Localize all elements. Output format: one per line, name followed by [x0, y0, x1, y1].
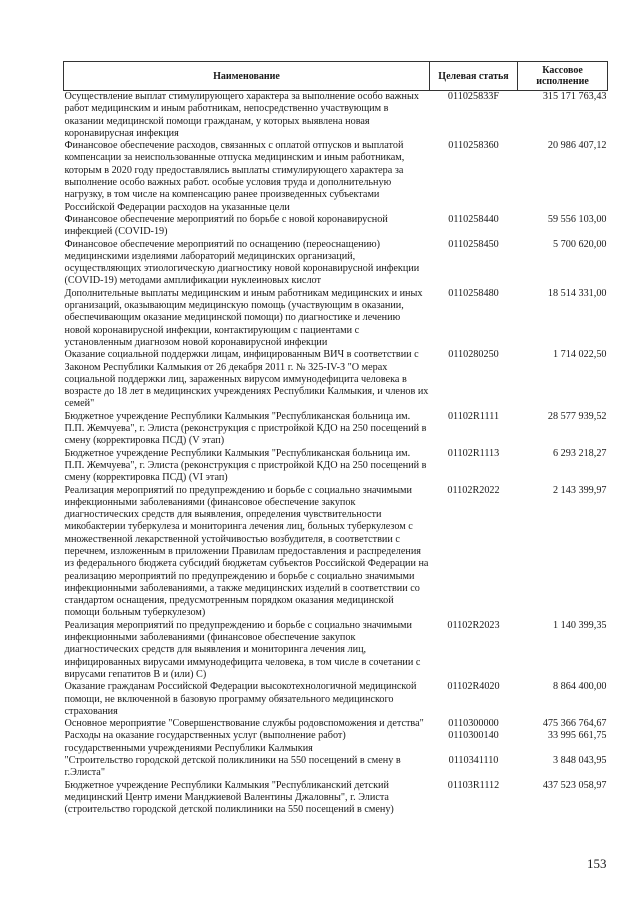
row-name: Осуществление выплат стимулирующего характера за выполнение особо важных работ медицинским и иным работникам, непосредственно участвующим в оказании медицинской помощи гражданам, у которых выявлена новая коронавирусная инфекция: [64, 91, 419, 139]
row-code: 01102R4020: [447, 681, 500, 693]
row-code: 0110258450: [448, 238, 499, 250]
row-amount: 437 523 058,97: [542, 779, 607, 791]
row-code: 0110258360: [448, 140, 499, 152]
table-row: [64, 214, 608, 239]
expenditure-table: [63, 61, 608, 817]
row-code: 0110300000: [448, 718, 499, 730]
table-row: [64, 91, 608, 141]
row-code: 01102R1111: [447, 410, 500, 422]
table-row: [64, 755, 608, 780]
row-name: Финансовое обеспечение мероприятий по оснащению (переоснащению) медицинскими изделиями лабораторий медицинских организаций, осуществляющих этиологическую диагностику новой коронавирусной инфекции (COVID-19) методами амплификации нуклеиновых кислот: [64, 238, 420, 287]
row-name: Реализация мероприятий по предупреждению и борьбе с социально значимыми инфекционными заболеваниями (финансовое обеспечение закупок диагностических средств для выявления, определения чувствительности микобактерии туберкулеза и мониторинга лечения лиц, больных туберкулезом с множественной лекарственной устойчивостью возбудителя, в соответствии с перечнем, изложенным в приложении Правилам предоставления и распределения из федерального бюджета субсидий бюджетам субъектов Российской Федерации на реализацию мероприятий по предупреждению и борьбе с социально значимыми инфекционными заболеваниями, а также медицинских изделий в соответствии со стандартом оснащения, предусмотренным порядком оказания медицинской помощи больным туберкулезом): [64, 484, 429, 619]
row-amount: 33 995 661,75: [547, 730, 607, 742]
row-amount: 59 556 103,00: [547, 213, 607, 225]
row-name: Бюджетное учреждение Республики Калмыкия "Республиканский детский медицинский Центр имени Манджиевой Валентины Джаловны", г. Элиста (строительство городской детской поликлиники на 550 посещений в смену): [64, 779, 394, 816]
row-amount: 5 700 620,00: [553, 238, 607, 250]
header-code: Целевая статья: [430, 62, 518, 91]
header-amount: Кассовое исполнение: [518, 62, 608, 91]
table-row: [64, 681, 608, 718]
header-name: Наименование: [64, 62, 430, 91]
row-code: 01102R1113: [447, 447, 500, 459]
table-row: [64, 239, 608, 288]
row-name: Основное мероприятие "Совершенствование службы родовспоможения и детства": [64, 718, 424, 730]
row-code: 0110280250: [448, 349, 499, 361]
row-name: Расходы на оказание государственных услуг (выполнение работ) государственными учреждениями Республики Калмыкия: [64, 730, 346, 754]
table-row: [64, 718, 608, 730]
row-amount: 20 986 407,12: [547, 140, 607, 152]
row-amount: 6 293 218,27: [553, 447, 607, 459]
row-name: Оказание гражданам Российской Федерации высокотехнологичной медицинской помощи, не включенной в базовую программу обязательного медицинского страхования: [64, 681, 417, 717]
row-amount: 1 714 022,50: [553, 349, 607, 361]
row-amount: 8 864 400,00: [553, 681, 607, 693]
row-code: 01103R1112: [447, 779, 500, 791]
row-name: Бюджетное учреждение Республики Калмыкия "Республиканская больница им. П.П. Жемчуева", г. Элиста (реконструкция с пристройкой КДО на 250 посещений в смену (корректировка ПСД) (VI этап): [64, 447, 427, 484]
table-row: [64, 140, 608, 214]
row-amount: 1 140 399,35: [553, 619, 607, 631]
table-row: [64, 411, 608, 448]
row-name: "Строительство городской детской поликлиники на 550 посещений в смену в г.Элиста": [64, 755, 401, 779]
row-code: 01102R2022: [447, 484, 500, 496]
row-code: 0110258480: [448, 287, 499, 299]
row-code: 0110258440: [448, 213, 499, 225]
row-name: Бюджетное учреждение Республики Калмыкия "Республиканская больница им. П.П. Жемчуева", г. Элиста (реконструкция с пристройкой КДО на 250 посещений в смену (корректировка ПСД) (V этап): [64, 410, 427, 447]
table-header-row: [64, 62, 608, 91]
row-amount: 315 171 763,43: [542, 91, 607, 102]
table-row: [64, 288, 608, 349]
row-name: Реализация мероприятий по предупреждению и борьбе с социально значимыми инфекционными заболеваниями (финансовое обеспечение закупок диагностических средств для выявления и мониторинга лечения лиц, инфицированных вирусами иммунодефицита человека, в том числе в сочетании с вирусами гепатитов В и (или) С): [64, 619, 421, 680]
table-row: [64, 780, 608, 817]
page-number: 153: [587, 856, 607, 871]
row-code: 01102R2023: [447, 619, 500, 631]
table-row: [64, 485, 608, 620]
row-amount: 3 848 043,95: [553, 755, 607, 767]
table-row: [64, 620, 608, 681]
table-body: [64, 91, 608, 817]
row-amount: 2 143 399,97: [553, 484, 607, 496]
report-sheet: [63, 61, 607, 817]
table-row: [64, 448, 608, 485]
row-code: 0110341110: [448, 755, 499, 767]
row-amount: 18 514 331,00: [547, 287, 607, 299]
row-amount: 475 366 764,67: [542, 718, 607, 730]
row-amount: 28 577 939,52: [547, 410, 607, 422]
row-name: Финансовое обеспечение расходов, связанных с оплатой отпусков и выплатой компенсации за неиспользованные отпуска медицинским и иным работникам, которым в 2020 году предоставлялись выплаты стимулирующего характера за выполнение особо важных работ. особые условия труда и дополнительную нагрузку, в том числе на компенсацию ранее произведенных субъектами Российской Федерации расходов на указанные цели: [64, 140, 405, 213]
row-code: 011025833F: [447, 91, 500, 102]
table-row: [64, 730, 608, 755]
row-code: 0110300140: [448, 730, 499, 742]
row-name: Дополнительные выплаты медицинским и иным работникам медицинских и иных организаций, оказывающим медицинскую помощь (участвующим в оказании, обеспечивающим оказание медицинской помощи) по диагностике и лечению новой коронавирусной инфекции, контактирующим с пациентами с установленным диагнозом новой коронавирусной инфекции: [64, 287, 423, 348]
table-row: [64, 349, 608, 410]
row-name: Оказание социальной поддержки лицам, инфицированным ВИЧ в соответствии с Законом Республики Калмыкия от 26 декабря 2011 г. № 325-IV-З "О мерах социальной поддержки лиц, зараженных вирусом иммунодефицита человека в возрасте до 18 лет в медицинских учреждениях Республики Калмыкия, и членов их семей": [64, 349, 429, 410]
row-name: Финансовое обеспечение мероприятий по борьбе с новой коронавирусной инфекцией (COVID-19): [64, 213, 388, 238]
